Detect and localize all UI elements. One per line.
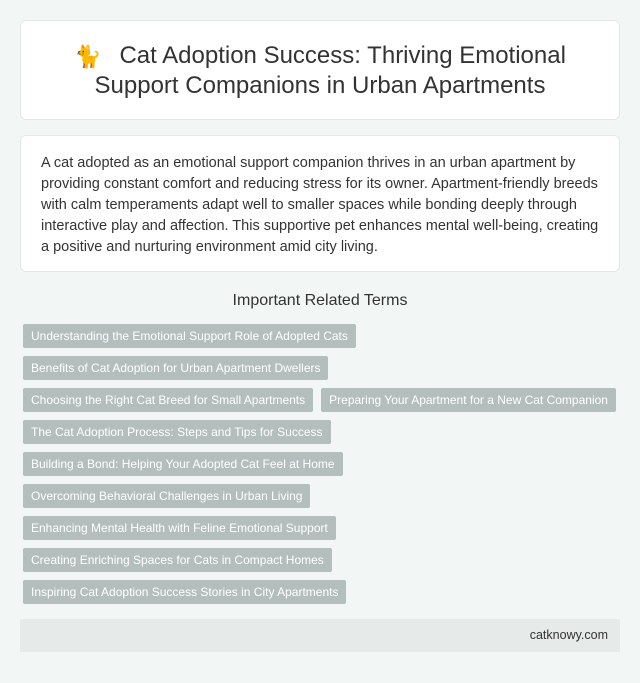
summary-card	[20, 135, 620, 272]
related-terms-row	[23, 580, 620, 604]
footer	[20, 619, 620, 652]
related-terms-row	[23, 324, 620, 348]
page-title	[51, 41, 589, 100]
related-terms-row	[23, 388, 620, 412]
summary-text: A cat adopted as an emotional support companion thrives in an urban apartment by providing constant comfort and reducing stress for its owner. Apartment-friendly breeds with calm temperaments adapt well to smaller spaces while bonding deeply through interactive play and affection. This supportive pet enhances mental well-being, creating a positive and nurturing environment amid city living.	[41, 155, 599, 255]
related-term-tag[interactable]: The Cat Adoption Process: Steps and Tips for Success	[23, 420, 331, 444]
cat-icon: 🐈	[74, 43, 102, 69]
related-term-tag[interactable]: Preparing Your Apartment for a New Cat Companion	[321, 388, 616, 412]
related-terms-row	[23, 516, 620, 540]
related-term-tag[interactable]: Overcoming Behavioral Challenges in Urban Living	[23, 484, 310, 508]
related-term-tag[interactable]: Understanding the Emotional Support Role of Adopted Cats	[23, 324, 356, 348]
related-terms-row	[23, 548, 620, 572]
related-term-tag[interactable]: Inspiring Cat Adoption Success Stories in City Apartments	[23, 580, 346, 604]
related-terms-row	[23, 484, 620, 508]
related-term-tag[interactable]: Creating Enriching Spaces for Cats in Compact Homes	[23, 548, 332, 572]
page-title-text: Cat Adoption Success: Thriving Emotional Support Companions in Urban Apartments	[94, 41, 566, 99]
related-terms-row	[23, 356, 620, 380]
related-term-tag[interactable]: Choosing the Right Cat Breed for Small Apartments	[23, 388, 313, 412]
footer-site[interactable]: catknowy.com	[529, 628, 608, 642]
related-term-tag[interactable]: Enhancing Mental Health with Feline Emotional Support	[23, 516, 336, 540]
related-terms-row	[23, 452, 620, 476]
title-card	[20, 20, 620, 120]
related-term-tag[interactable]: Building a Bond: Helping Your Adopted Cat Feel at Home	[23, 452, 343, 476]
related-term-tag[interactable]: Benefits of Cat Adoption for Urban Apartment Dwellers	[23, 356, 328, 380]
related-terms-list	[23, 324, 620, 612]
related-terms-row	[23, 420, 620, 444]
related-terms-heading: Important Related Terms	[232, 292, 408, 309]
